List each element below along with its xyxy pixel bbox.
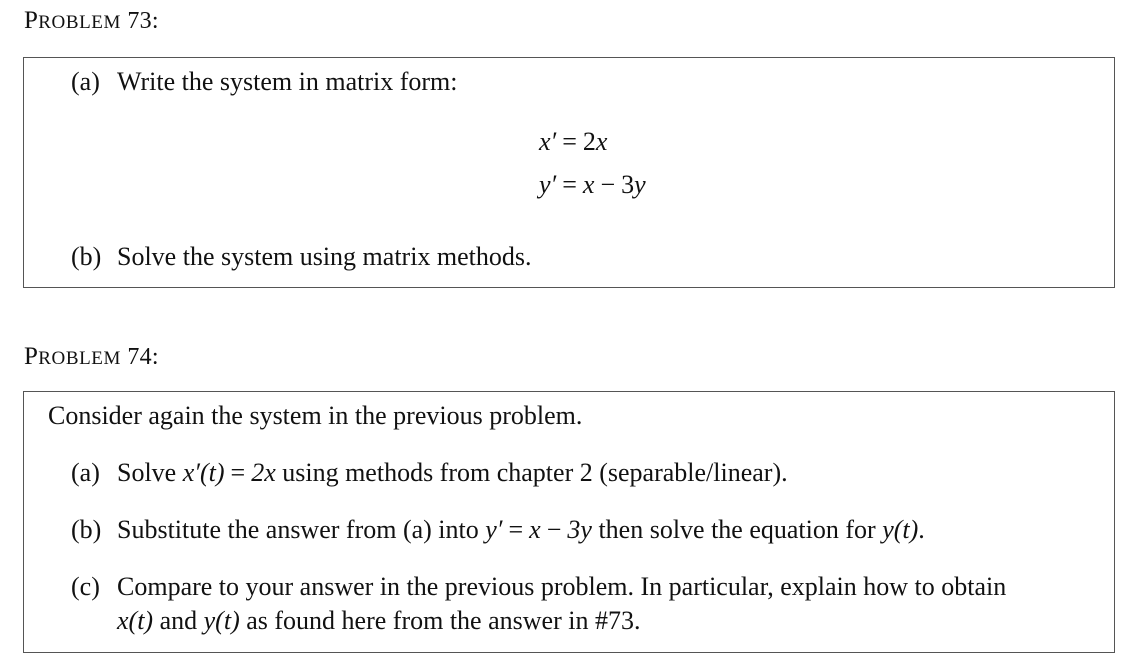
math-equals: = [508, 515, 524, 544]
part-label: (c) [71, 572, 100, 601]
equation-y-prime [539, 170, 646, 200]
part-text: and [153, 606, 204, 635]
equation-variable: y [634, 170, 646, 199]
problem-73-box [23, 57, 1115, 288]
equation-equals: = [562, 127, 577, 156]
problem-74-heading-number: 74: [127, 344, 159, 370]
problem-73-part-b [71, 242, 532, 272]
part-text: . [918, 515, 925, 544]
problem-73-heading-word: ROBLEM [38, 12, 121, 33]
math-x: x [529, 515, 541, 544]
part-text: Solve [117, 458, 183, 487]
math-y-t: y(t) [203, 606, 240, 635]
problem-74-part-c-continued [117, 606, 640, 636]
equation-lhs: y′ [539, 170, 557, 199]
part-text: Substitute the answer from (a) into [117, 515, 486, 544]
equation-coefficient: 2 [582, 127, 596, 156]
part-label: (b) [71, 242, 102, 271]
equation-x-prime [539, 127, 607, 157]
math-3y: 3y [567, 515, 592, 544]
part-text: Write the system in matrix form: [117, 67, 458, 96]
equation-lhs: x′ [539, 127, 557, 156]
problem-73-heading-number: 73: [127, 8, 159, 34]
math-y-t: y(t) [882, 515, 919, 544]
part-text: as found here from the answer in #73. [239, 606, 641, 635]
part-text: using methods from chapter 2 (separable/linear). [275, 458, 788, 487]
problem-73-heading-initial: P [24, 7, 39, 34]
problem-74-heading [24, 343, 159, 371]
part-text: Solve the system using matrix methods. [117, 242, 532, 271]
equation-coefficient: 3 [621, 170, 635, 199]
problem-74-part-c [71, 572, 1006, 602]
math-y-prime: y′ [485, 515, 503, 544]
part-label: (a) [71, 67, 100, 96]
math-x-prime-t: x′(t) [182, 458, 225, 487]
problem-74-part-a [71, 458, 788, 488]
equation-term: x [582, 170, 595, 199]
problem-74-heading-initial: P [24, 343, 39, 370]
equation-variable: x [595, 127, 608, 156]
part-text: then solve the equation for [591, 515, 883, 544]
part-label: (b) [71, 515, 102, 544]
equation-equals: = [562, 170, 577, 199]
problem-74-box [23, 391, 1115, 653]
problem-73-heading [24, 7, 159, 35]
problem-74-part-b [71, 515, 925, 545]
equation-minus: − [600, 170, 616, 199]
problem-74-heading-word: ROBLEM [38, 348, 121, 369]
problem-74-intro: Consider again the system in the previous problem. [48, 401, 583, 430]
part-text: Compare to your answer in the previous problem. In particular, explain how to obtain [117, 572, 1007, 601]
part-label: (a) [71, 458, 100, 487]
math-2x: 2x [251, 458, 276, 487]
math-equals: = [230, 458, 246, 487]
math-x-t: x(t) [117, 606, 154, 635]
math-minus: − [546, 515, 562, 544]
problem-73-part-a [71, 67, 458, 97]
